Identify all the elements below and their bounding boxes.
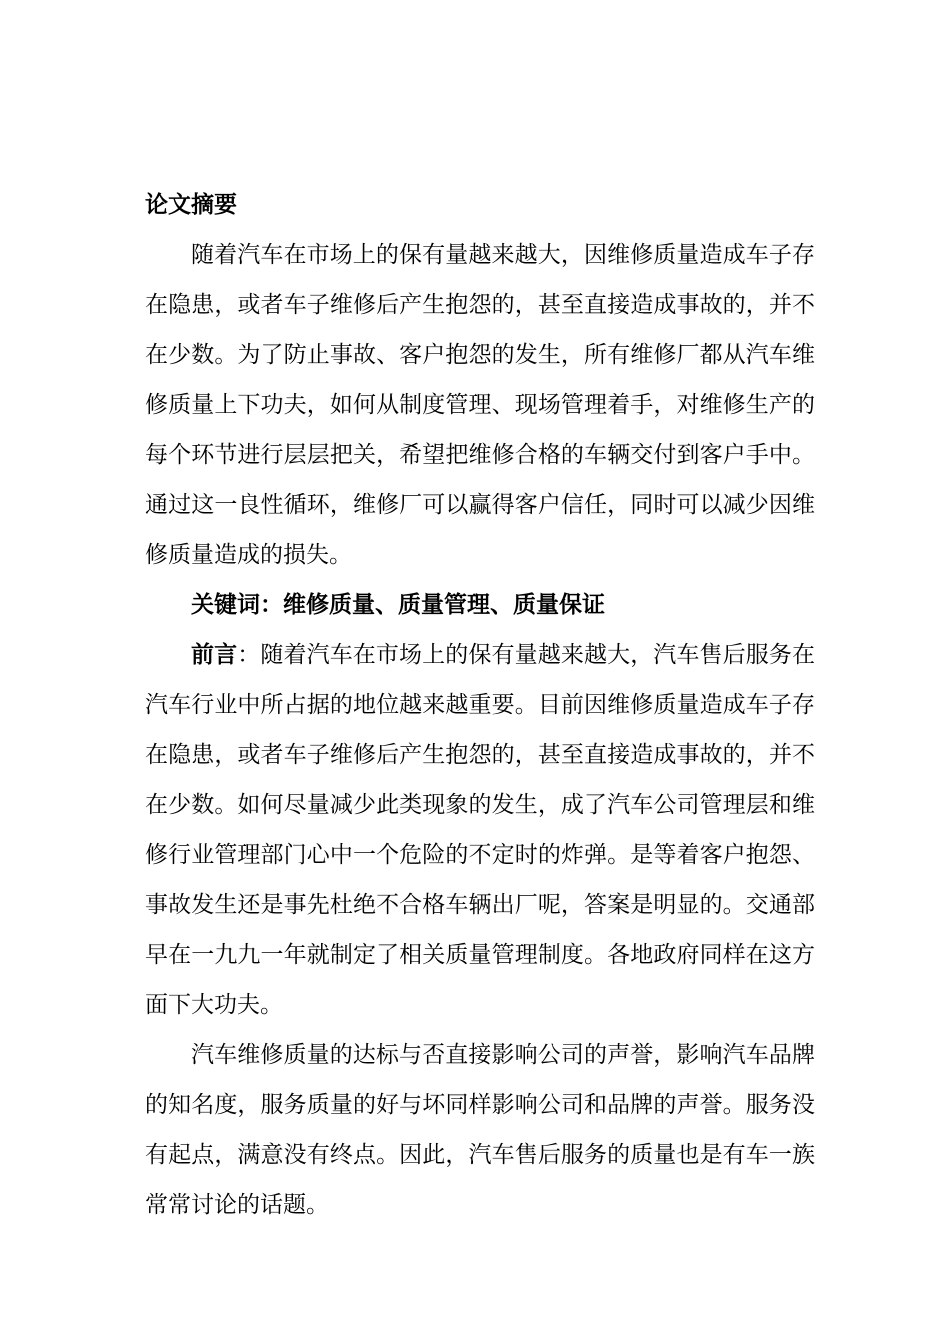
preface-text: ：随着汽车在市场上的保有量越来越大，汽车售后服务在汽车行业中所占据的地位越来越重要。目前因维修质量造成车子存在隐患，或者车子维修后产生抱怨的，甚至直接造成事故的，并不在少数。如何尽量减少此类现象的发生，成了汽车公司管理层和维修行业管理部门心中一个危险的不定时的炸弹。是等着客户抱怨、事故发生还是事先杜绝不合格车辆出厂呢，答案是明显的。交通部早在一九九一年就制定了相关质量管理制度。各地政府同样在这方面下大功夫。 [145,642,816,1018]
preface-paragraph [145,630,815,1030]
keywords-line: 关键词：维修质量、质量管理、质量保证 [191,591,605,618]
abstract-paragraph: 随着汽车在市场上的保有量越来越大，因维修质量造成车子存在隐患，或者车子维修后产生抱怨的，甚至直接造成事故的，并不在少数。为了防止事故、客户抱怨的发生，所有维修厂都从汽车维修质量上下功夫，如何从制度管理、现场管理着手，对维修生产的每个环节进行层层把关，希望把维修合格的车辆交付到客户手中。通过这一良性循环，维修厂可以赢得客户信任，同时可以减少因维修质量造成的损失。 [145,242,815,568]
preface-label: 前言 [191,641,238,668]
abstract-heading: 论文摘要 [145,191,237,218]
closing-paragraph: 汽车维修质量的达标与否直接影响公司的声誉，影响汽车品牌的知名度，服务质量的好与坏同样影响公司和品牌的声誉。服务没有起点，满意没有终点。因此，汽车售后服务的质量也是有车一族常常讨论的话题。 [145,1042,815,1218]
document-page [145,180,815,1230]
